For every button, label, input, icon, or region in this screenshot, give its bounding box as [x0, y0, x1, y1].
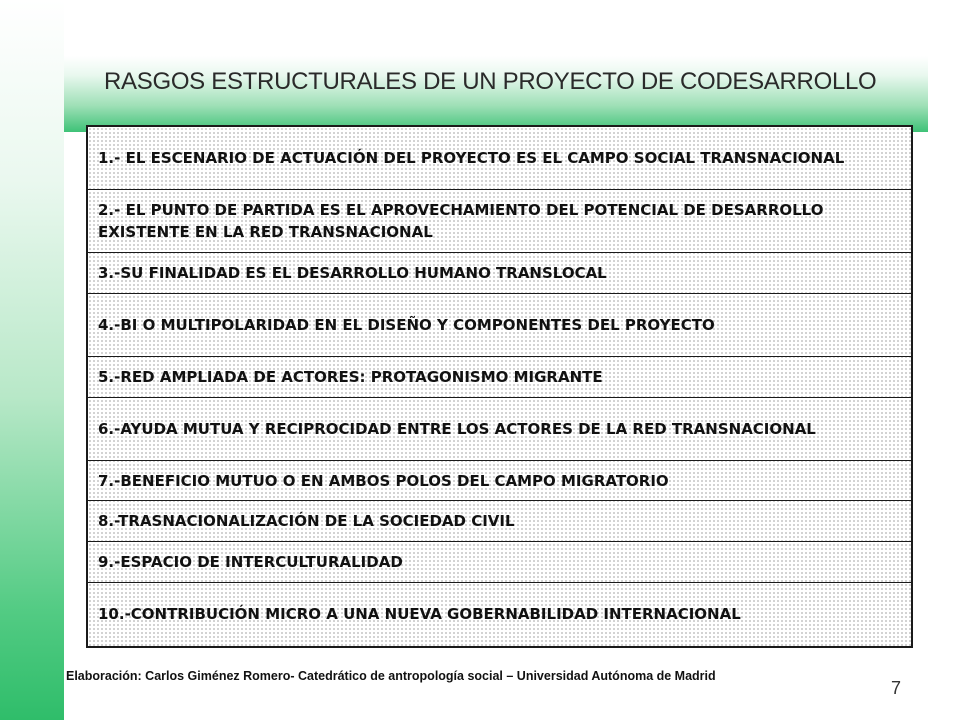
author-credit: Elaboración: Carlos Giménez Romero- Catedrático de antropología social – Universidad Autónoma de Madrid: [66, 669, 716, 683]
trait-row-7: [88, 461, 911, 502]
trait-row-5: [88, 357, 911, 398]
traits-table: [86, 125, 913, 648]
trait-text: 1.- EL ESCENARIO DE ACTUACIÓN DEL PROYECTO ES EL CAMPO SOCIAL TRANSNACIONAL: [98, 149, 845, 168]
trait-text: 6.-AYUDA MUTUA Y RECIPROCIDAD ENTRE LOS ACTORES DE LA RED TRANSNACIONAL: [98, 419, 816, 438]
left-decorative-gradient: [0, 0, 64, 720]
trait-text: 7.-BENEFICIO MUTUO O EN AMBOS POLOS DEL CAMPO MIGRATORIO: [98, 471, 669, 490]
trait-row-9: [88, 542, 911, 583]
slide-title: RASGOS ESTRUCTURALES DE UN PROYECTO DE CODESARROLLO: [104, 68, 877, 95]
trait-row-2: [88, 190, 911, 253]
trait-text: 5.-RED AMPLIADA DE ACTORES: PROTAGONISMO MIGRANTE: [98, 367, 603, 386]
trait-text: 4.-BI O MULTIPOLARIDAD EN EL DISEÑO Y COMPONENTES DEL PROYECTO: [98, 315, 715, 334]
trait-row-1: [88, 127, 911, 190]
page-number: 7: [891, 678, 902, 698]
trait-text: 3.-SU FINALIDAD ES EL DESARROLLO HUMANO TRANSLOCAL: [98, 263, 607, 282]
trait-row-4: [88, 294, 911, 357]
trait-text: 2.- EL PUNTO DE PARTIDA ES EL APROVECHAMIENTO DEL POTENCIAL DE DESARROLLO EXISTENTE EN LA RED TRANSNACIONAL: [98, 201, 824, 242]
trait-row-10: [88, 583, 911, 646]
trait-text: 8.-TRASNACIONALIZACIÓN DE LA SOCIEDAD CIVIL: [98, 512, 515, 531]
trait-text: 9.-ESPACIO DE INTERCULTURALIDAD: [98, 553, 403, 572]
trait-text: 10.-CONTRIBUCIÓN MICRO A UNA NUEVA GOBERNABILIDAD INTERNACIONAL: [98, 605, 741, 624]
trait-row-8: [88, 501, 911, 542]
trait-row-6: [88, 398, 911, 461]
trait-row-3: [88, 253, 911, 294]
